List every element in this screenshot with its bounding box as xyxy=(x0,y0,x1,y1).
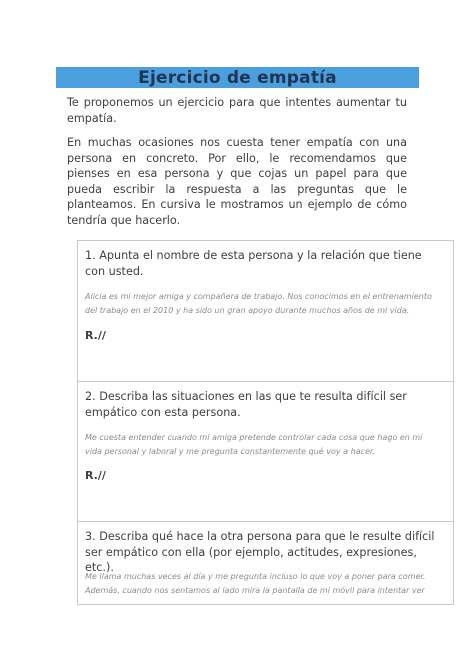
title-banner xyxy=(56,67,419,88)
question-box-3 xyxy=(77,521,454,605)
question-text: 1. Apunta el nombre de esta persona y la relación que tiene con usted. xyxy=(85,249,422,278)
example-text: Alicia es mi mejor amiga y compañera de trabajo. Nos conocimos en el entrenamiento del trabajo en el 2010 y ha sido un gran apoyo durante muchos años de mi vida. xyxy=(85,292,432,315)
example-text: Me llama muchas veces al día y me pregunta incluso lo que voy a poner para comer. Además, cuando nos sentamos al lado mira la pantalla de mi móvil para intentar ver xyxy=(85,572,426,595)
answer-label: R.// xyxy=(85,469,106,482)
instructions-paragraph: En muchas ocasiones nos cuesta tener empatía con una persona en concreto. Por ello, le recomendamos que pienses en esa persona y que cojas un papel para que pueda escribir la respuesta a las preguntas que le planteamos. En cursiva le mostramos un ejemplo de cómo tendría que hacerlo. xyxy=(67,136,407,227)
question-text: 3. Describa qué hace la otra persona para que le resulte difícil ser empático con ella (por ejemplo, actitudes, expresiones, etc.). xyxy=(85,530,435,574)
question-box-1 xyxy=(77,240,454,382)
question-box-2 xyxy=(77,381,454,522)
page-title: Ejercicio de empatía xyxy=(138,67,337,88)
intro-paragraph: Te proponemos un ejercicio para que intentes aumentar tu empatía. xyxy=(67,96,407,125)
answer-label: R.// xyxy=(85,329,106,342)
example-text: Me cuesta entender cuando mi amiga pretende controlar cada cosa que hago en mi vida personal y laboral y me pregunta constantemente qué voy a hacer. xyxy=(85,433,423,456)
question-text: 2. Describa las situaciones en las que te resulta difícil ser empático con esta persona. xyxy=(85,390,407,419)
